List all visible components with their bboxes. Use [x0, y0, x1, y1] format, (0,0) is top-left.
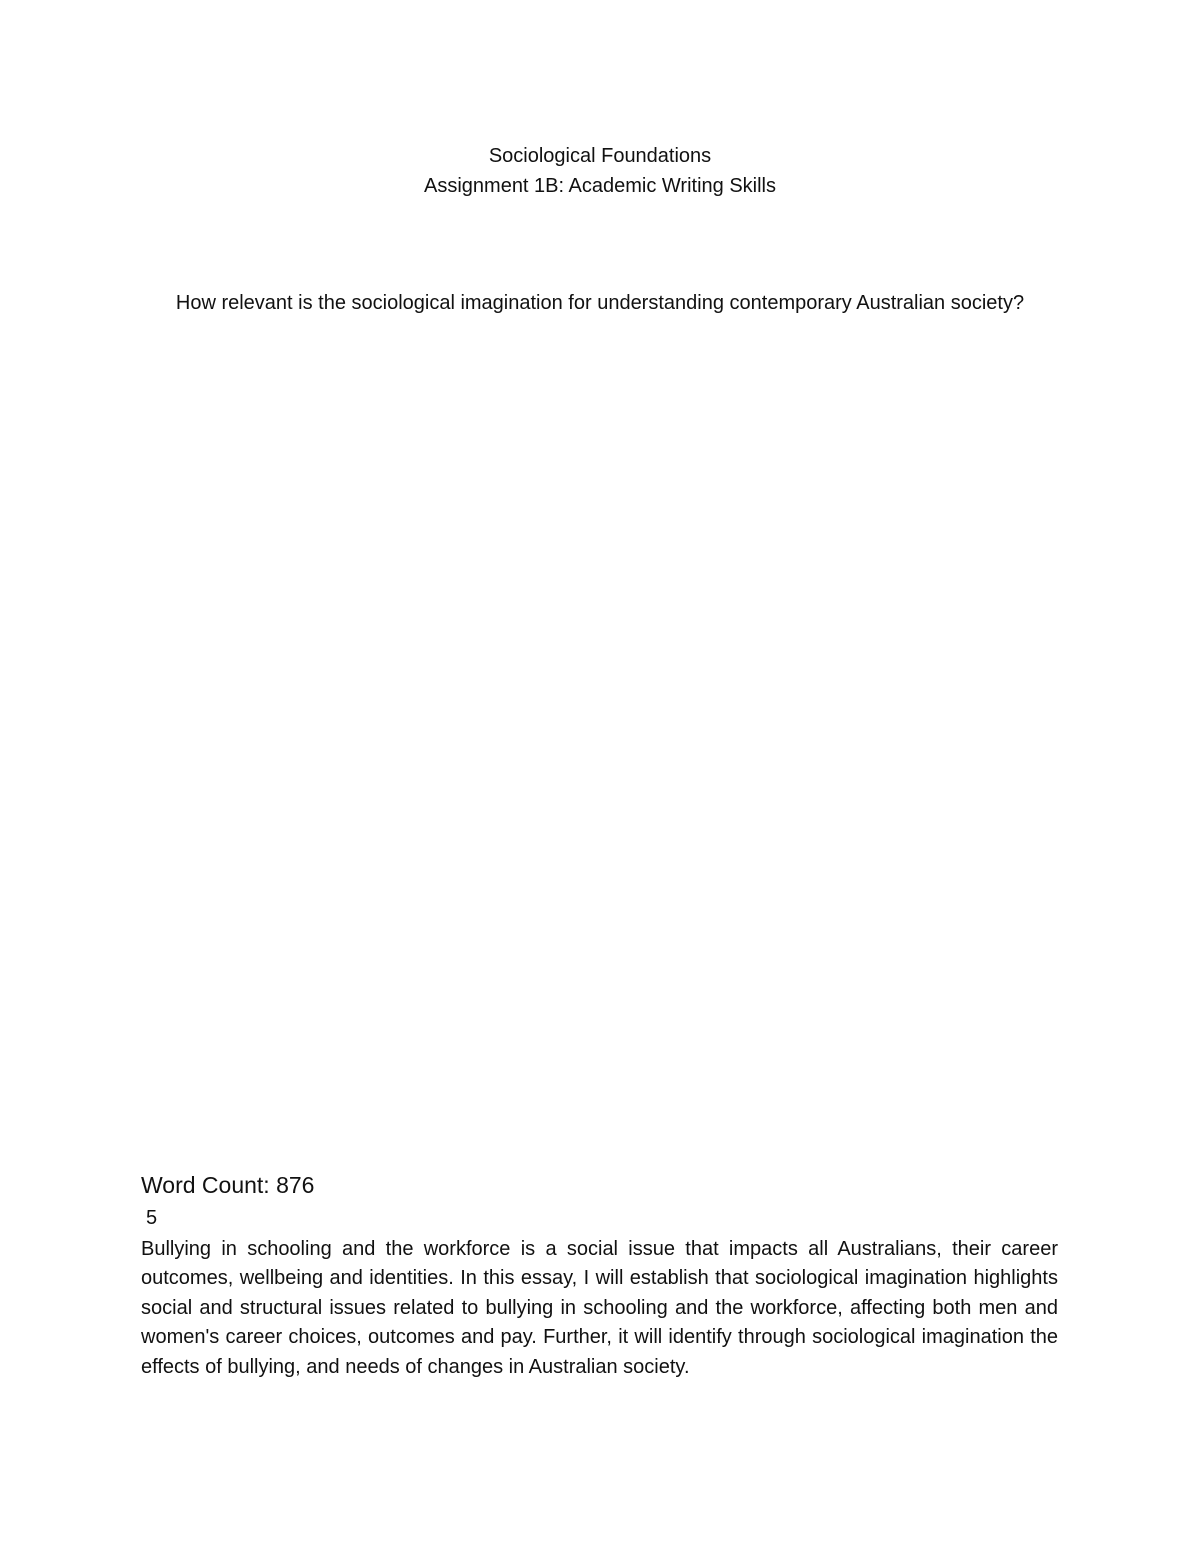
essay-question: How relevant is the sociological imagination for understanding contemporary Australian society? — [175, 292, 1025, 314]
intro-paragraph: Bullying in schooling and the workforce is a social issue that impacts all Australians, their career outcomes, wellbeing and identities. In this essay, I will establish that sociological imagination highlights social and structural issues related to bullying in schooling and the workforce, affecting both men and women's career choices, outcomes and pay. Further, it will identify through sociological imagination the effects of bullying, and needs of changes in Australian society. — [141, 1238, 1058, 1378]
title-block — [0, 141, 1200, 201]
course-title: Sociological Foundations — [488, 145, 712, 167]
word-count: Word Count: 876 — [141, 1172, 315, 1198]
assignment-title: Assignment 1B: Academic Writing Skills — [424, 175, 776, 197]
page-number: 5 — [146, 1207, 158, 1229]
